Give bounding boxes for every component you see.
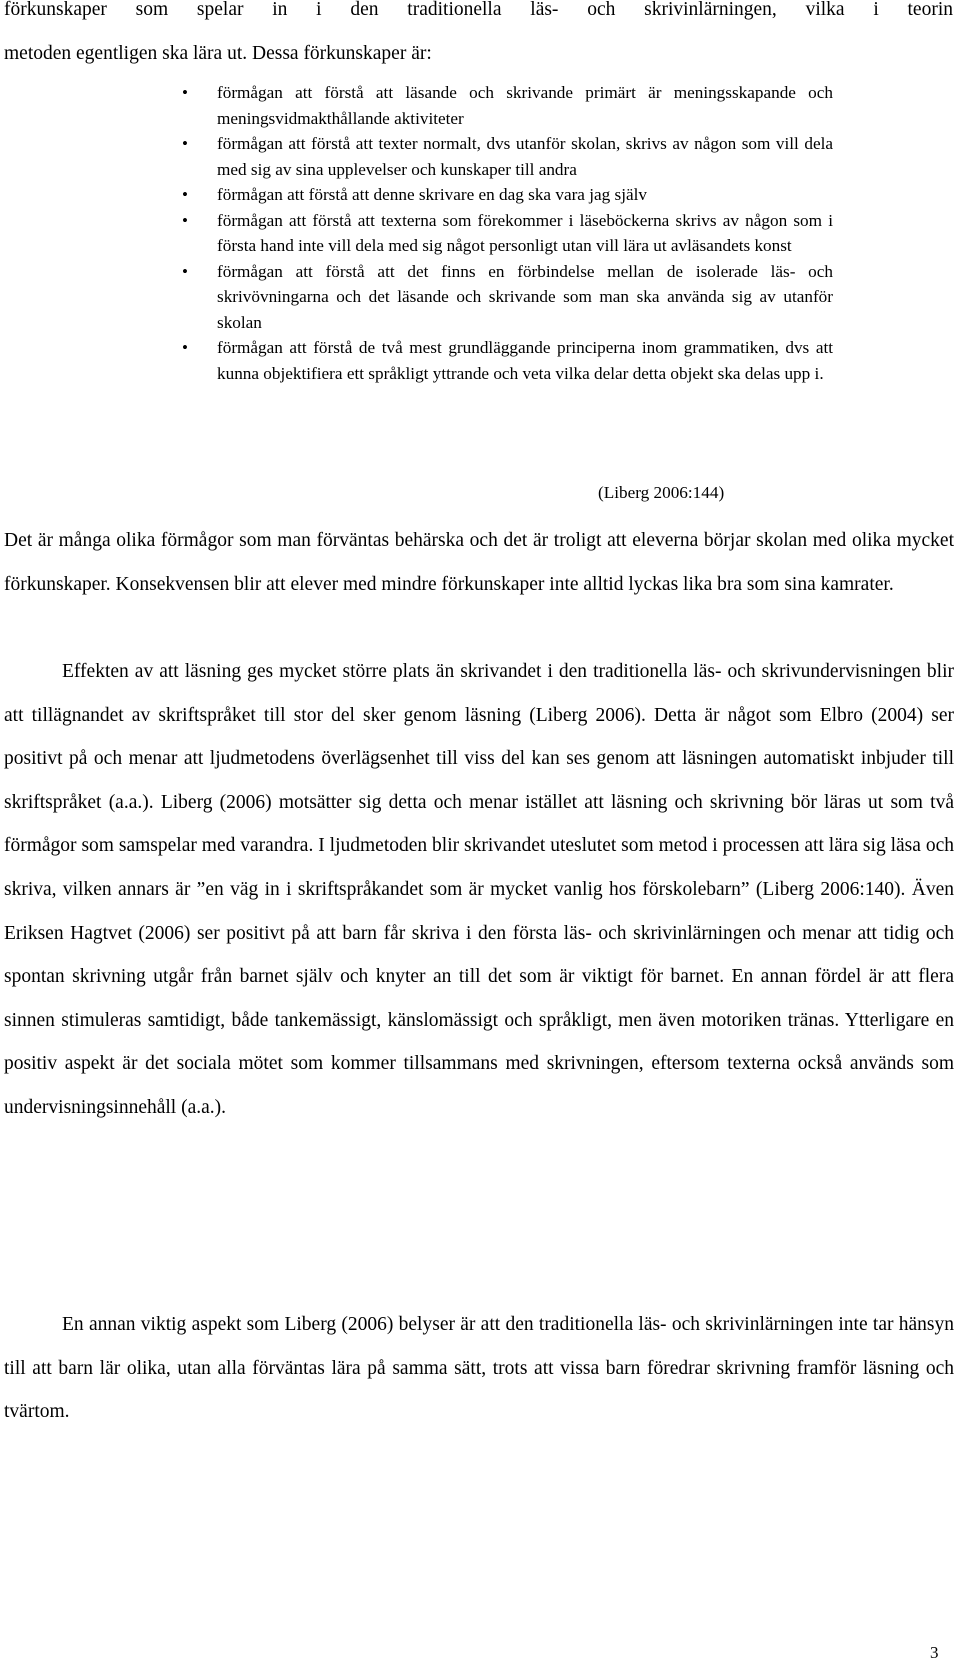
list-item [0,80,833,131]
page-number: 3 [930,1643,939,1662]
bullet-icon: • [182,185,188,204]
quote-citation: (Liberg 2006:144) [598,483,725,502]
prerequisites-list [0,80,960,386]
bullet-icon: • [182,210,188,230]
list-item-text: förmågan att förstå att texter normalt, dvs utanför skolan, skrivs av någon som vill dela med sig av sina upplevelser och kunskaper till andra [217,134,833,179]
list-item-text: förmågan att förstå att texterna som förekommer i läseböckerna skrivs av någon som i första hand inte vill dela med sig något personligt utan vill lära ut avläsandets konst [217,210,833,255]
intro-line-1: förkunskaper som spelar in i den traditionella läs- och skrivinlärningen, vilka i teorin [4,0,953,20]
list-item-text: förmågan att förstå att det finns en förbindelse mellan de isolerade läs- och skrivövningarna och det läsande och skrivande som man ska använda sig av utanför skolan [217,261,833,332]
bullet-icon: • [182,338,188,357]
bullet-icon: • [182,134,188,153]
list-item [0,131,833,182]
intro-line-2: metoden egentligen ska lära ut. Dessa förkunskaper är: [4,43,432,64]
bullet-icon: • [182,83,188,102]
body-paragraph-2: Effekten av att läsning ges mycket större plats än skrivandet i den traditionella läs- och skrivundervisningen blir att tillägnandet av skriftspråket till stor del sker genom läsning (Liberg 2006). Detta är något som Elbro (2004) ser positivt på och menar att ljudmetodens överlägsenhet till viss del kan ses genom att läsningen automatiskt inbjuder till skriftspråket (a.a.). Liberg (2006) motsätter sig detta och menar istället att läsning och skrivning bör läras ut som två förmågor som samspelar med varandra. I ljudmetoden blir skrivandet uteslutet som metod i processen att lära sig läsa och skriva, vilken annars är ”en väg in i skriftspråkandet som är mycket vanlig hos förskolebarn” (Liberg 2006:140). Även Eriksen Hagtvet (2006) ser positivt på att barn får skriva i den första läs- och skrivinlärningen och menar att tidig och spontan skrivning utgår från barnet själv och knyter an till det som är viktigt för barnet. En annan fördel är att flera sinnen stimuleras samtidigt, både tankemässigt, känslomässigt och språkligt, men även motoriken tränas. Ytterligare en positiv aspekt är det sociala mötet som kommer tillsammans med skrivningen, eftersom texterna också används som undervisningsinnehåll (a.a.). [4,661,954,1118]
list-item [0,335,833,386]
bullet-icon: • [182,261,188,281]
list-item-text: förmågan att förstå att denne skrivare en dag ska vara jag själv [217,185,647,204]
list-item [0,182,833,208]
body-paragraph-1: Det är många olika förmågor som man förväntas behärska och det är troligt att eleverna börjar skolan med olika mycket förkunskaper. Konsekvensen blir att elever med mindre förkunskaper inte alltid lyckas lika bra som sina kamrater. [4,530,954,595]
list-item-text: förmågan att förstå att läsande och skrivande primärt är meningsskapande och meningsvidmakthållande aktiviteter [217,83,833,128]
list-item [0,208,833,259]
list-item [0,259,833,336]
body-paragraph-3: En annan viktig aspekt som Liberg (2006) belyser är att den traditionella läs- och skrivinlärningen inte tar hänsyn till att barn lär olika, utan alla förväntas lära på samma sätt, trots att vissa barn föredrar skrivning framför läsning och tvärtom. [4,1314,954,1423]
list-item-text: förmågan att förstå de två mest grundläggande principerna inom grammatiken, dvs att kunna objektifiera ett språkligt yttrande och veta vilka delar detta objekt ska delas upp i. [217,338,833,383]
